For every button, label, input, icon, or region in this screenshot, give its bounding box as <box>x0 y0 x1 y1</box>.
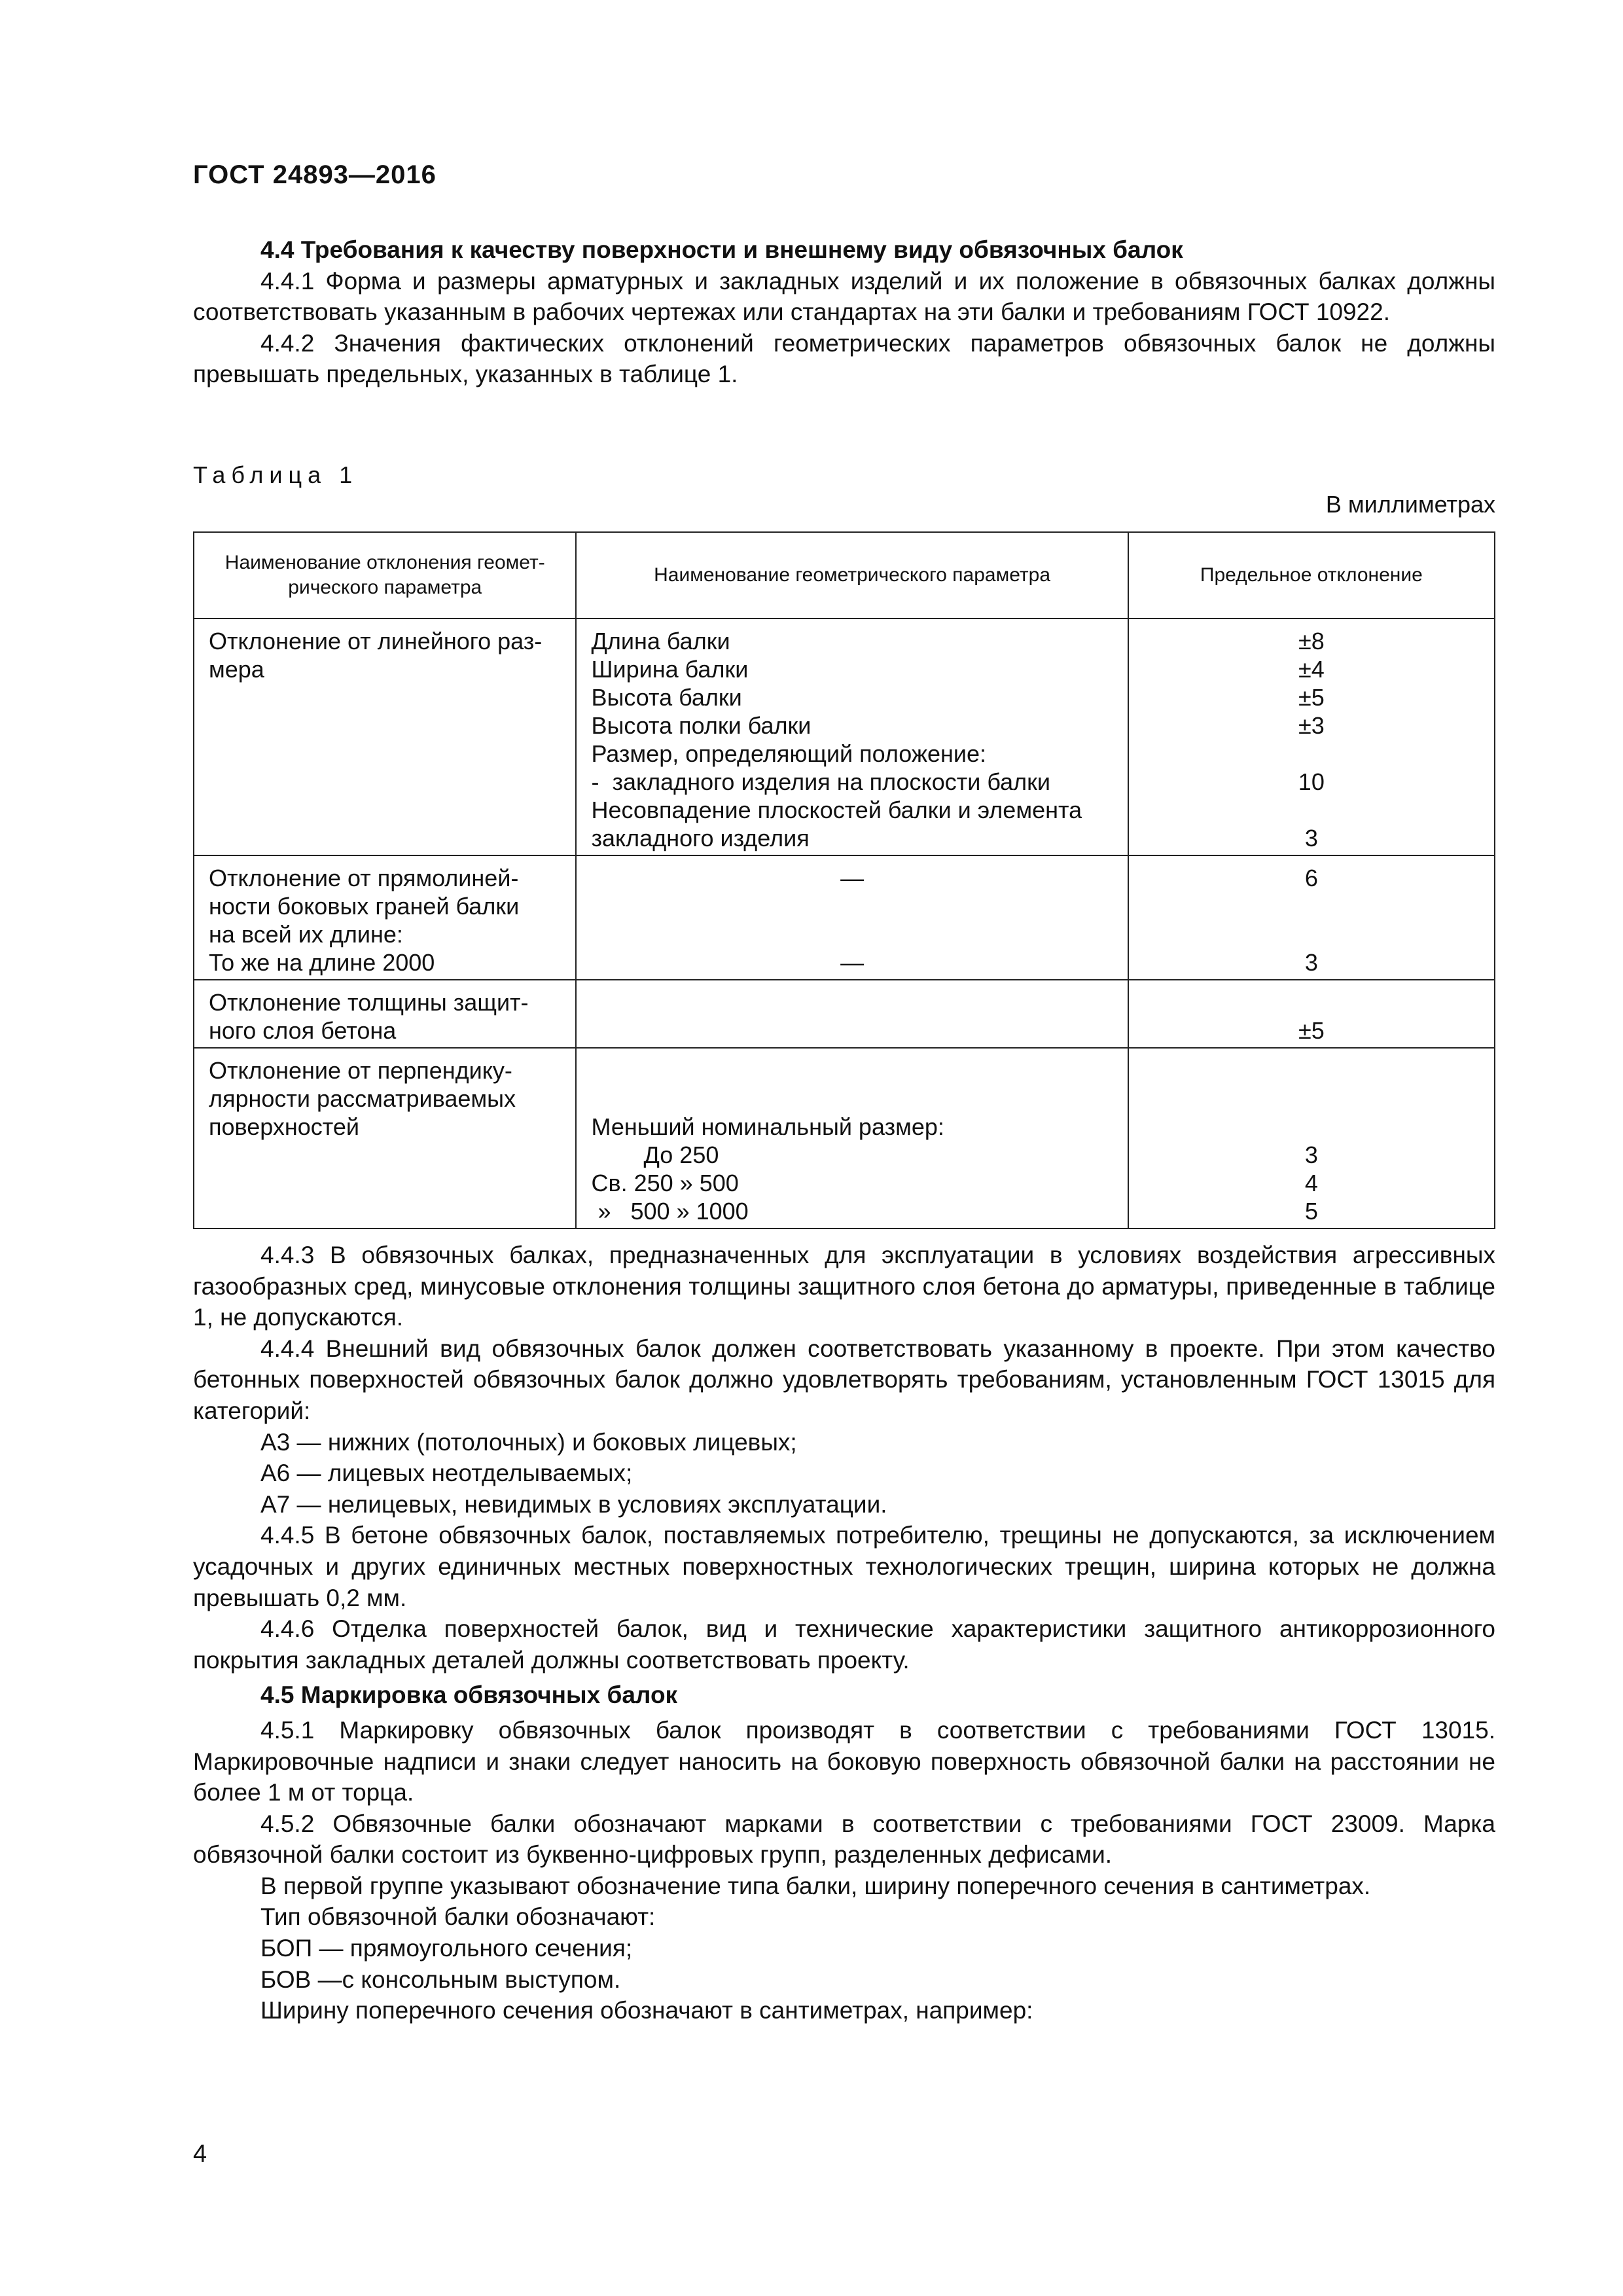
header-deviation: Наименование отклонения геомет-рического параметра <box>194 532 576 619</box>
type-bov: БОВ —с консольным выступом. <box>260 1965 621 1993</box>
cell-line: 6 <box>1304 865 1318 891</box>
table-row <box>194 619 1495 855</box>
table-cell-values <box>1128 1048 1495 1229</box>
table-cell-params <box>576 619 1128 855</box>
paragraph-4-4-4: 4.4.4 Внешний вид обвязочных балок должен соответствовать указанному в проекте. При этом качество бетонных поверхностей обвязочных балок должно удовлетворять требованиям, установленным ГОСТ 13015 для категорий: <box>193 1335 1495 1424</box>
paragraph-4-4-5: 4.4.5 В бетоне обвязочных балок, поставляемых потребителю, трещины не допускаются, за исключением усадочных и других единичных местных поверхностных технологических трещин, ширина которых не должна превышать 0,2 мм. <box>193 1522 1495 1611</box>
table-cell-params <box>576 1048 1128 1229</box>
cell-line <box>591 920 1113 948</box>
cell-line <box>591 892 1113 920</box>
cell-line <box>1143 988 1480 1016</box>
cell-line: мера <box>209 656 264 683</box>
paragraph-4-4-2: 4.4.2 Значения фактических отклонений геометрических параметров обвязочных балок не должны превышать предельных, указанных в таблице 1. <box>193 329 1495 387</box>
paragraph-4-4-1: 4.4.1 Форма и размеры арматурных и закладных изделий и их положение в обвязочных балках должны соответствовать указанным в рабочих чертежах или стандартах на эти балки и требованиям ГОСТ 10922. <box>193 267 1495 325</box>
cell-line: 5 <box>1304 1198 1318 1225</box>
table-caption: Таблица 1 <box>193 461 359 488</box>
cell-line: 10 <box>1298 768 1325 795</box>
cell-line <box>1143 1056 1480 1085</box>
page-number: 4 <box>193 2140 207 2168</box>
cell-line: ности боковых граней балки <box>209 893 520 920</box>
cell-line: 3 <box>1304 949 1318 976</box>
cell-line: Меньший номинальный размер: <box>591 1113 944 1140</box>
cell-line <box>1143 740 1480 768</box>
cell-line: ±4 <box>1298 656 1325 683</box>
type-bop: БОП — прямоугольного сечения; <box>260 1935 633 1962</box>
cell-line <box>1143 796 1480 824</box>
cell-line: Высота балки <box>591 684 742 711</box>
cell-line: Размер, определяющий положение: <box>591 740 987 767</box>
cell-line: 4 <box>1304 1170 1318 1196</box>
cell-line: » 500 » 1000 <box>591 1198 749 1225</box>
cell-line: ±3 <box>1298 712 1325 739</box>
section-4-4 <box>193 234 1495 390</box>
cell-line <box>1143 892 1480 920</box>
cell-line: Высота полки балки <box>591 712 812 739</box>
cell-line: Ширина балки <box>591 656 749 683</box>
document-header: ГОСТ 24893—2016 <box>193 160 437 189</box>
cell-line: — <box>840 949 865 976</box>
section-title-4-4: 4.4 Требования к качеству поверхности и внешнему виду обвязочных балок <box>260 236 1183 263</box>
cell-line: Отклонение от перпендику- <box>209 1057 512 1084</box>
cell-line <box>1143 920 1480 948</box>
table-cell-params <box>576 855 1128 980</box>
table-row <box>194 855 1495 980</box>
cell-line <box>1143 1113 1480 1141</box>
table-header-row <box>194 532 1495 619</box>
section-title-4-5: 4.5 Маркировка обвязочных балок <box>260 1681 678 1709</box>
table-unit: В миллиметрах <box>1325 491 1495 518</box>
table-row <box>194 980 1495 1048</box>
cell-line: на всей их длине: <box>209 921 403 948</box>
cell-line <box>591 988 1113 1016</box>
cell-line: - закладного изделия на плоскости балки <box>591 768 1051 795</box>
cell-line: Отклонение от линейного раз- <box>209 628 543 655</box>
deviation-table <box>193 531 1495 1229</box>
cell-line: То же на длине 2000 <box>209 949 435 976</box>
paragraph-4-4-6: 4.4.6 Отделка поверхностей балок, вид и технические характеристики защитного антикоррозионного покрытия закладных деталей должны соответствовать проекту. <box>193 1615 1495 1674</box>
cell-line: ±5 <box>1298 684 1325 711</box>
table-cell-values <box>1128 855 1495 980</box>
cell-line: лярности рассматриваемых <box>209 1085 516 1112</box>
cell-line: До 250 <box>591 1141 719 1168</box>
cell-line: ного слоя бетона <box>209 1017 397 1044</box>
category-a6: А6 — лицевых неотделываемых; <box>260 1460 633 1487</box>
cell-line: ±5 <box>1298 1017 1325 1044</box>
table-cell-values <box>1128 619 1495 855</box>
cell-line <box>591 1016 1113 1045</box>
cell-line: Несовпадение плоскостей балки и элемента <box>591 797 1082 823</box>
table-cell-deviation <box>194 855 576 980</box>
cell-line: ±8 <box>1298 628 1325 655</box>
cell-line: 3 <box>1304 1141 1318 1168</box>
table-cell-deviation <box>194 1048 576 1229</box>
cell-line: — <box>840 865 865 891</box>
paragraph-4-4-3: 4.4.3 В обвязочных балках, предназначенных для эксплуатации в условиях воздействия агрессивных газообразных сред, минусовые отклонения толщины защитного слоя бетона до арматуры, приведенные в таблице 1, не допускаются. <box>193 1242 1495 1331</box>
table-cell-deviation <box>194 619 576 855</box>
paragraph-first-group: В первой группе указывают обозначение типа балки, ширину поперечного сечения в сантиметрах. <box>260 1872 1371 1899</box>
cell-line: Св. 250 » 500 <box>591 1170 739 1196</box>
cell-line <box>591 1056 1113 1085</box>
table-cell-deviation <box>194 980 576 1048</box>
paragraph-4-5-1: 4.5.1 Маркировку обвязочных балок производят в соответствии с требованиями ГОСТ 13015. Маркировочные надписи и знаки следует наносить на боковую поверхность обвязочной балки на расстоянии не более 1 м от торца. <box>193 1716 1495 1806</box>
table-cell-values <box>1128 980 1495 1048</box>
cell-line <box>1143 1085 1480 1113</box>
cell-line: Длина балки <box>591 628 730 655</box>
header-limit: Предельное отклонение <box>1128 532 1495 619</box>
category-a3: А3 — нижних (потолочных) и боковых лицевых; <box>260 1428 797 1456</box>
cell-line: закладного изделия <box>591 825 810 852</box>
header-parameter: Наименование геометрического параметра <box>576 532 1128 619</box>
cell-line <box>591 1085 1113 1113</box>
category-a7: А7 — нелицевых, невидимых в условиях эксплуатации. <box>260 1490 887 1518</box>
cell-line: Отклонение толщины защит- <box>209 989 529 1016</box>
body-after-table <box>193 1240 1495 2026</box>
paragraph-width: Ширину поперечного сечения обозначают в сантиметрах, например: <box>260 1997 1033 2024</box>
cell-line: Отклонение от прямолиней- <box>209 865 519 891</box>
paragraph-type: Тип обвязочной балки обозначают: <box>260 1903 656 1931</box>
cell-line: 3 <box>1304 825 1318 852</box>
paragraph-4-5-2: 4.5.2 Обвязочные балки обозначают марками в соответствии с требованиями ГОСТ 23009. Марка обвязочной балки состоит из буквенно-цифровых групп, разделенных дефисами. <box>193 1810 1495 1869</box>
table-row <box>194 1048 1495 1229</box>
table-cell-params <box>576 980 1128 1048</box>
cell-line: поверхностей <box>209 1113 359 1140</box>
